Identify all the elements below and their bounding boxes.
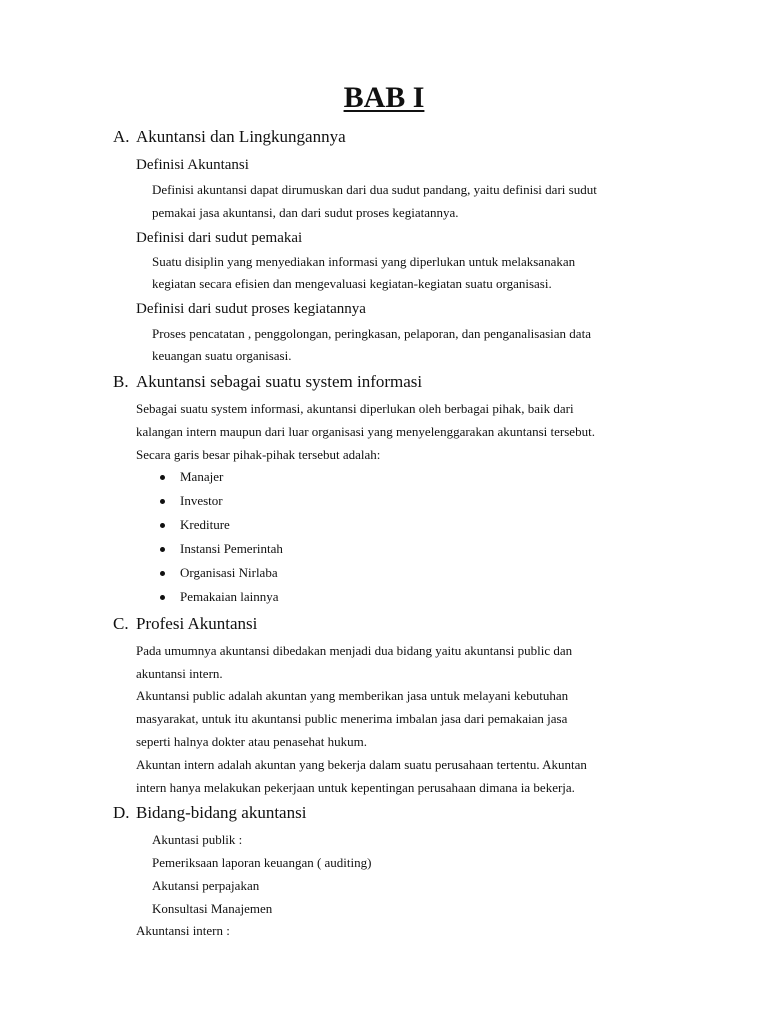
list-item: Akuntasi publik : bbox=[152, 832, 243, 847]
paragraph-line: kalangan intern maupun dari luar organisasi yang menyelenggarakan akuntansi tersebut. bbox=[136, 424, 595, 439]
paragraph-line: keuangan suatu organisasi. bbox=[152, 348, 292, 363]
list-item: Manajer bbox=[180, 469, 224, 484]
paragraph-line: Akuntan intern adalah akuntan yang bekerja dalam suatu perusahaan tertentu. Akuntan bbox=[136, 757, 587, 772]
bullet-dot-icon bbox=[160, 595, 165, 600]
section-a-heading: Akuntansi dan Lingkungannya bbox=[136, 127, 346, 146]
list-item: Pemeriksaan laporan keuangan ( auditing) bbox=[152, 855, 372, 870]
list-item: Pemakaian lainnya bbox=[180, 589, 279, 604]
list-item: Akutansi perpajakan bbox=[152, 878, 260, 893]
paragraph-line: Sebagai suatu system informasi, akuntansi diperlukan oleh berbagai pihak, baik dari bbox=[136, 401, 574, 416]
paragraph-line: intern hanya melakukan pekerjaan untuk kepentingan perusahaan dimana ia bekerja. bbox=[136, 780, 575, 795]
bullet-dot-icon bbox=[160, 499, 165, 504]
paragraph-line: Akuntansi public adalah akuntan yang memberikan jasa untuk melayani kebutuhan bbox=[136, 688, 569, 703]
section-c-heading: Profesi Akuntansi bbox=[136, 614, 258, 633]
paragraph-line: seperti halnya dokter atau penasehat hukum. bbox=[136, 734, 368, 749]
paragraph-line: masyarakat, untuk itu akuntansi public menerima imbalan jasa dari pemakaian jasa bbox=[136, 711, 568, 726]
list-item: Akuntansi intern : bbox=[136, 923, 230, 938]
page-title: BAB I bbox=[343, 81, 425, 114]
paragraph-line: Pada umumnya akuntansi dibedakan menjadi dua bidang yaitu akuntansi public dan bbox=[136, 643, 573, 658]
paragraph-line: Proses pencatatan , penggolongan, peringkasan, pelaporan, dan penganalisasian data bbox=[152, 326, 591, 341]
paragraph-line: Definisi akuntansi dapat dirumuskan dari dua sudut pandang, yaitu definisi dari sudut bbox=[152, 182, 597, 197]
subheading-definisi-pemakai: Definisi dari sudut pemakai bbox=[136, 230, 303, 246]
paragraph-line: pemakai jasa akuntansi, dan dari sudut proses kegiatannya. bbox=[152, 205, 459, 220]
paragraph-line: Suatu disiplin yang menyediakan informasi yang diperlukan untuk melaksanakan bbox=[152, 254, 576, 269]
list-item: Konsultasi Manajemen bbox=[152, 901, 273, 916]
bullet-dot-icon bbox=[160, 523, 165, 528]
section-b-letter: B. bbox=[113, 372, 129, 391]
list-item: Krediture bbox=[180, 517, 230, 532]
section-c-letter: C. bbox=[113, 614, 129, 633]
paragraph-line: kegiatan secara efisien dan mengevaluasi kegiatan-kegiatan suatu organisasi. bbox=[152, 276, 552, 291]
subheading-definisi-proses: Definisi dari sudut proses kegiatannya bbox=[136, 301, 366, 317]
subheading-definisi-akuntansi: Definisi Akuntansi bbox=[136, 157, 249, 173]
list-item: Investor bbox=[180, 493, 223, 508]
bullet-dot-icon bbox=[160, 547, 165, 552]
section-b-heading: Akuntansi sebagai suatu system informasi bbox=[136, 372, 423, 391]
list-item: Instansi Pemerintah bbox=[180, 541, 283, 556]
section-d-heading: Bidang-bidang akuntansi bbox=[136, 803, 307, 822]
section-a-letter: A. bbox=[113, 127, 130, 146]
paragraph-line: Secara garis besar pihak-pihak tersebut adalah: bbox=[136, 447, 381, 462]
section-d-letter: D. bbox=[113, 803, 130, 822]
paragraph-line: akuntansi intern. bbox=[136, 666, 223, 681]
list-item: Organisasi Nirlaba bbox=[180, 565, 278, 580]
bullet-dot-icon bbox=[160, 475, 165, 480]
bullet-dot-icon bbox=[160, 571, 165, 576]
